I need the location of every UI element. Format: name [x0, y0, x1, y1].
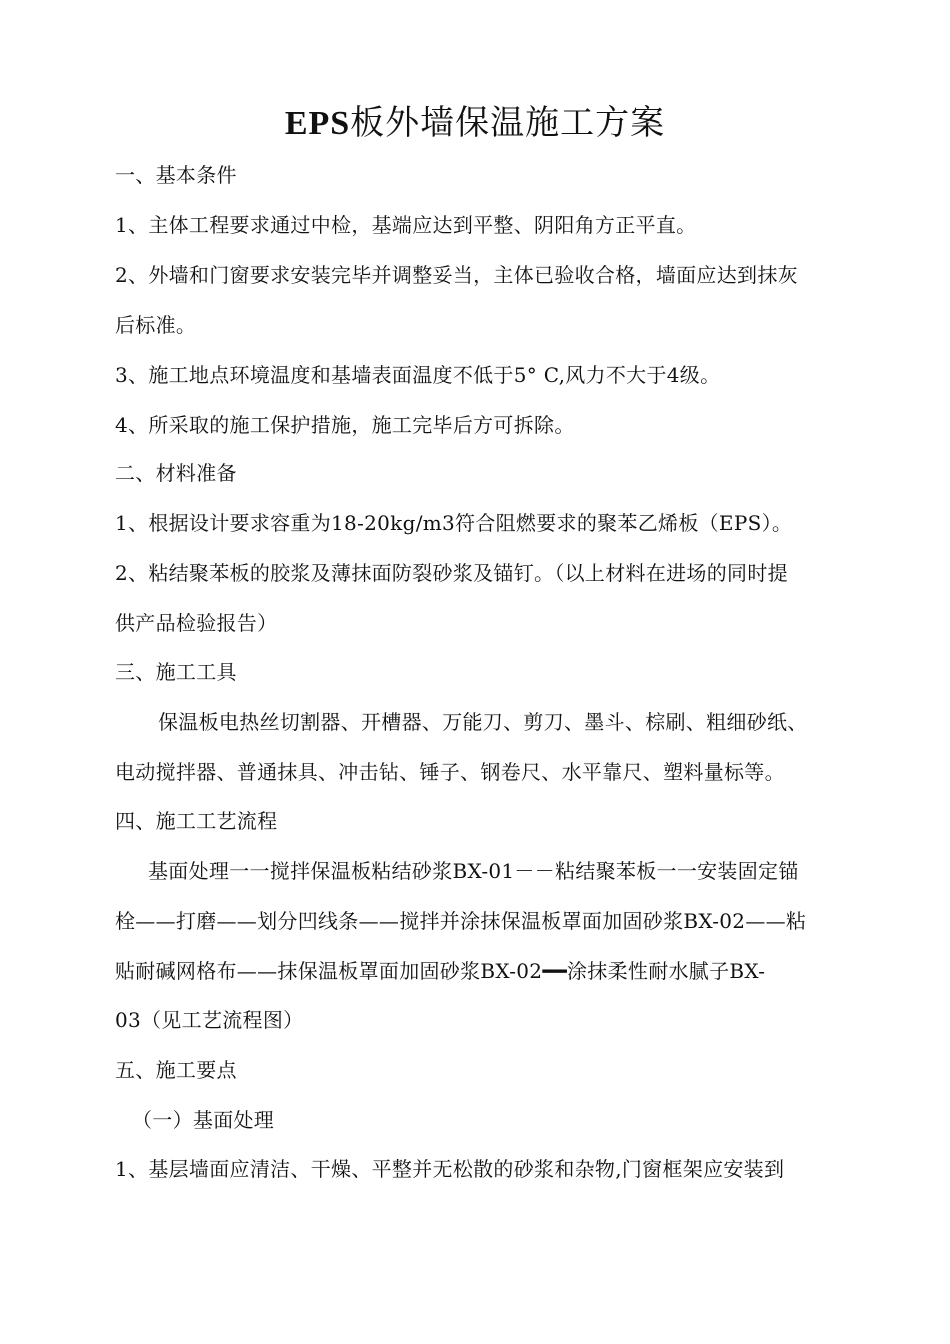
- paragraph-line: 后标准。: [115, 313, 197, 337]
- paragraph-line: 1、根据设计要求容重为18-20kg/m3符合阻燃要求的聚苯乙烯板（EPS）。: [115, 511, 793, 535]
- title-text-part: 板外墙保温施工方案: [350, 103, 666, 143]
- section-heading-basic-conditions: 一、基本条件: [115, 163, 237, 187]
- paragraph-line: 4、所采取的施工保护措施，施工完毕后方可拆除。: [115, 413, 575, 437]
- paragraph-line: 1、基层墙面应清洁、干燥、平整并无松散的砂浆和杂物,门窗框架应安装到: [115, 1157, 785, 1181]
- title-latin-part: EPS: [284, 105, 351, 142]
- paragraph-line: 03（见工艺流程图）: [115, 1008, 304, 1032]
- paragraph-line: 电动搅拌器、普通抹具、冲击钻、锤子、钢卷尺、水平靠尺、塑料量标等。: [115, 760, 785, 784]
- paragraph-line: 供产品检验报告）: [115, 611, 278, 635]
- section-heading-materials: 二、材料准备: [115, 461, 237, 485]
- paragraph-line: 2、外墙和门窗要求安装完毕并调整妥当，主体已验收合格，墙面应达到抹灰: [115, 263, 798, 287]
- section-heading-process: 四、施工工艺流程: [115, 809, 278, 833]
- paragraph-line: 基面处理一一搅拌保温板粘结砂浆BX-01－－粘结聚苯板一一安装固定锚: [148, 859, 799, 883]
- paragraph-line: 2、粘结聚苯板的胶浆及薄抹面防裂砂浆及锚钉。（以上材料在进场的同时提: [115, 561, 788, 585]
- paragraph-line: 3、施工地点环境温度和基墙表面温度不低于5° C,风力不大于4级。: [115, 363, 721, 387]
- section-heading-key-points: 五、施工要点: [115, 1058, 237, 1082]
- paragraph-line: 保温板电热丝切割器、开槽器、万能刀、剪刀、墨斗、棕刷、粗细砂纸、: [158, 710, 808, 734]
- paragraph-line: 1、主体工程要求通过中检，基端应达到平整、阴阳角方正平直。: [115, 213, 697, 237]
- section-heading-tools: 三、施工工具: [115, 660, 237, 684]
- paragraph-line: 栓——打磨——划分凹线条——搅拌并涂抹保温板罩面加固砂浆BX-02——粘: [115, 909, 807, 933]
- document-title: [0, 100, 950, 147]
- subsection-heading-base-treatment: （一）基面处理: [132, 1108, 275, 1132]
- paragraph-line: 贴耐碱网格布——抹保温板罩面加固砂浆BX-02━━涂抹柔性耐水腻子BX-: [115, 959, 766, 983]
